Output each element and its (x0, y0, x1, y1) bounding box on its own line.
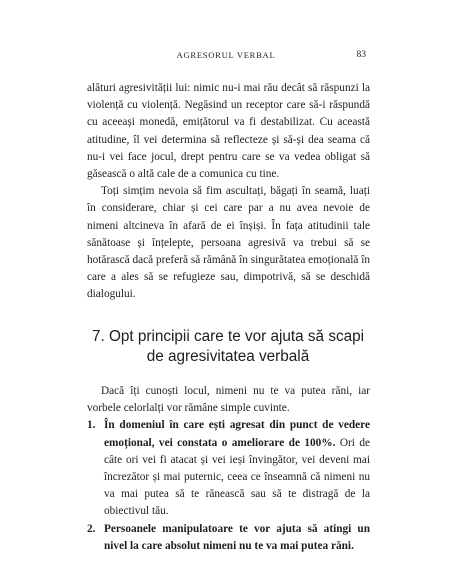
section-heading (80, 327, 376, 367)
list-item-bold-text: În domeniul în care ești agresat din punct de vedere emoțional, vei constata o ameliorare de 100%. (104, 419, 370, 449)
list-item-text: Ori de câte ori vei fi atacat și vei ieși învingător, vei deveni mai încrezător și mai puternic, ceea ce înseamnă că nimeni nu va mai putea să te rănească sau să te distragă de la obiectivul tău. (104, 436, 370, 518)
list-item (87, 521, 370, 555)
paragraph-continued: alături agresivității lui: nimic nu-i mai rău decât să răspunzi la violență cu violență. Negăsind un receptor care să-i răspundă cu aceeași monedă, emițătorul va fi destabilizat. Cu această atitudine, îl vei determina să reflecteze și să-și dea seama că nu-i vei face jocul, drept pentru care se va vedea obligat să găsească o altă cale de a comunica cu tine. (87, 82, 370, 181)
section-heading-line-1: 7. Opt principii care te vor ajuta să scapi (91, 328, 365, 345)
paragraph: Toți simțim nevoia să fim ascultați, băgați în seamă, luați în considerare, chiar și cei care par a nu avea nevoie de nimeni altcineva în afară de ei înșiși. În fața atitudinii tale sănătoase și înțelepte, persoana agresivă va trebui să se hotărască dacă preferă să rămână în singurătatea emoțională în care a ales să se refugieze sau, dimpotrivă, să se deschidă dialogului. (87, 185, 370, 301)
list-item-number: 1. (87, 419, 96, 432)
running-header (0, 50, 452, 64)
list-item-number: 2. (87, 522, 96, 535)
running-title: AGRESORUL VERBAL (176, 50, 276, 60)
body-text-top (87, 80, 370, 304)
section-heading-line-2: de agresivitatea verbală (146, 348, 310, 365)
principles-list (87, 417, 370, 555)
list-item (87, 417, 370, 520)
page-number: 83 (356, 50, 366, 60)
body-text-bottom (87, 383, 370, 555)
list-item-bold-text: Persoanele manipulatoare te vor ajuta să atingi un nivel la care absolut nimeni nu te va mai putea răni. (104, 522, 370, 552)
intro-paragraph: Dacă îți cunoști locul, nimeni nu te va putea răni, iar vorbele celorlalți vor rămâne simple cuvinte. (87, 385, 370, 415)
